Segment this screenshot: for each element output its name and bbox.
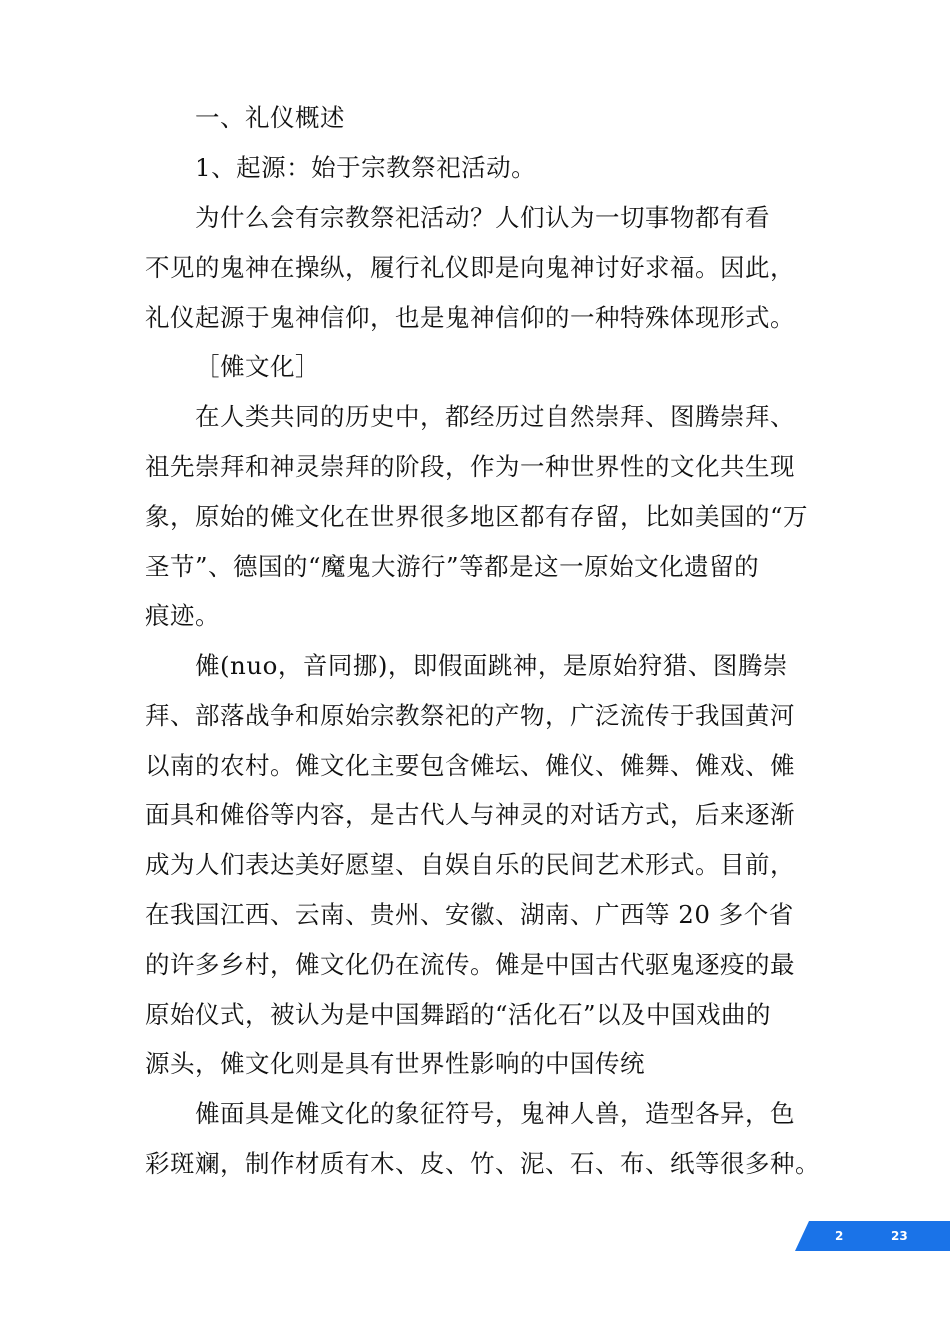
section-heading: 一、礼仪概述 — [195, 103, 345, 132]
body-text-line: 以南的农村。傩文化主要包含傩坛、傩仪、傩舞、傩戏、傩 — [145, 751, 795, 780]
body-text-line: 源头，傩文化则是具有世界性影响的中国传统 — [145, 1049, 645, 1078]
body-text-line: 痕迹。 — [145, 601, 220, 630]
body-text-line: 不见的鬼神在操纵，履行礼仪即是向鬼神讨好求福。因此， — [145, 253, 795, 282]
body-text-line: 在人类共同的历史中，都经历过自然崇拜、图腾崇拜、 — [195, 402, 795, 431]
body-text-line: 祖先崇拜和神灵崇拜的阶段，作为一种世界性的文化共生现 — [145, 452, 795, 481]
body-text-line: 圣节”、德国的“魔鬼大游行”等都是这一原始文化遗留的 — [145, 552, 760, 581]
page-number-badge — [795, 1221, 950, 1251]
body-text-line: 为什么会有宗教祭祀活动？人们认为一切事物都有看 — [195, 203, 770, 232]
body-text-line: 礼仪起源于鬼神信仰，也是鬼神信仰的一种特殊体现形式。 — [145, 303, 795, 332]
body-text-line: 傩(nuo，音同挪)，即假面跳神，是原始狩猎、图腾崇 — [195, 651, 788, 680]
body-text-line: 在我国江西、云南、贵州、安徽、湖南、广西等 20 多个省 — [145, 900, 794, 929]
body-text-line: 原始仪式，被认为是中国舞蹈的“活化石”以及中国戏曲的 — [145, 1000, 772, 1029]
body-text-line: 的许多乡村，傩文化仍在流传。傩是中国古代驱鬼逐疫的最 — [145, 950, 795, 979]
body-text-line: 傩面具是傩文化的象征符号，鬼神人兽，造型各异，色 — [195, 1099, 795, 1128]
body-text-line: 面具和傩俗等内容，是古代人与神灵的对话方式，后来逐渐 — [145, 800, 795, 829]
body-text-line: 象，原始的傩文化在世界很多地区都有存留，比如美国的“万 — [145, 502, 809, 531]
current-page-number: 2 — [835, 1229, 844, 1243]
body-text-line: 拜、部落战争和原始宗教祭祀的产物，广泛流传于我国黄河 — [145, 701, 795, 730]
body-text-line: 彩斑斓，制作材质有木、皮、竹、泥、石、布、纸等很多种。 — [145, 1149, 820, 1178]
page-badge-shape — [795, 1221, 950, 1251]
body-text-line: 成为人们表达美好愿望、自娱自乐的民间艺术形式。目前， — [145, 850, 795, 879]
subsection-heading: 1、起源：始于宗教祭祀活动。 — [195, 153, 537, 182]
total-pages: 23 — [891, 1229, 908, 1243]
bracket-heading: ［傩文化］ — [195, 352, 320, 381]
